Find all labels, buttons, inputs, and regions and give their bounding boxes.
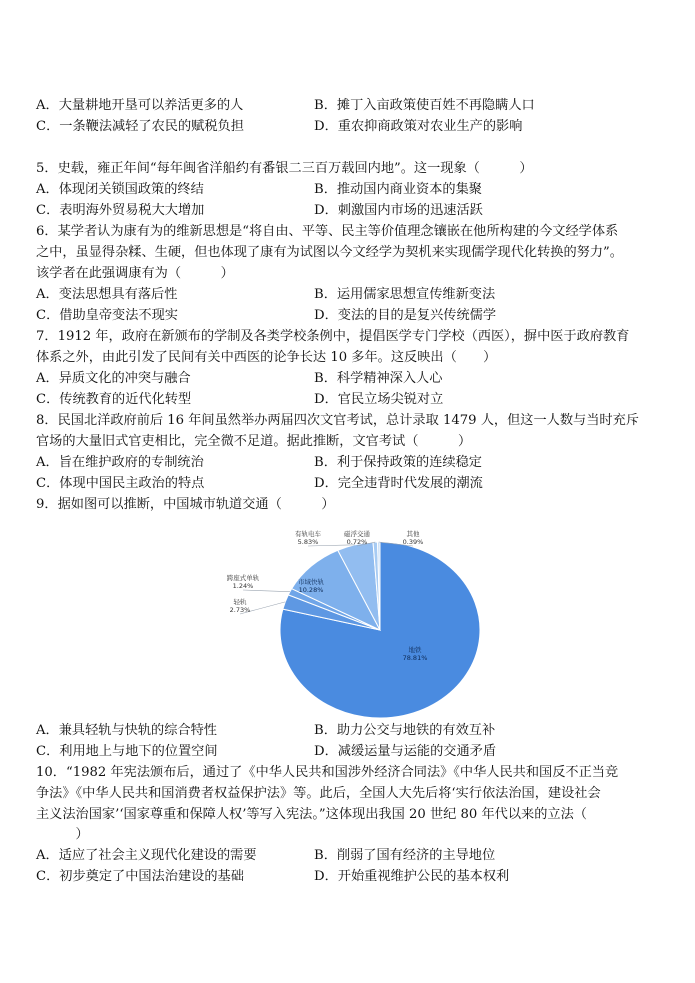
pie-value-label: 10.28% bbox=[298, 586, 324, 594]
q5-option-b: B．推动国内商业资本的集聚 bbox=[314, 182, 482, 197]
q5-option-d: D．刺激国内市场的迅速活跃 bbox=[314, 203, 483, 218]
q7-option-a: A．异质文化的冲突与融合 bbox=[36, 371, 191, 386]
pie-slices bbox=[280, 542, 480, 718]
q10-stem-line3: 主义法治国家’‘国家尊重和保障人权’等写入宪法。”这体现出我国 20 世纪 80 年代以来的立法（ bbox=[36, 807, 587, 822]
q5-stem: 5．史载，雍正年间“每年闽省洋船约有番银二三百万载回内地”。这一现象（ ） bbox=[36, 161, 533, 176]
pie-category-label: 其他 bbox=[406, 530, 420, 538]
q8-option-b: B．利于保持政策的连续稳定 bbox=[314, 455, 482, 470]
q4-option-b: B．摊丁入亩政策使百姓不再隐瞒人口 bbox=[314, 98, 535, 113]
q10-stem-line4: ） bbox=[36, 827, 89, 842]
pie-category-label: 有轨电车 bbox=[295, 530, 321, 538]
pie-value-label: 5.83% bbox=[297, 538, 319, 546]
q9-stem: 9．据如图可以推断，中国城市轨道交通（ ） bbox=[36, 497, 335, 512]
q8-option-a: A．旨在维护政府的专制统治 bbox=[36, 455, 204, 470]
q10-option-c: C．初步奠定了中国法治建设的基础 bbox=[36, 869, 244, 884]
q5-option-a: A．体现闭关锁国政策的终结 bbox=[36, 182, 204, 197]
q6-option-c: C．借助皇帝变法不现实 bbox=[36, 308, 178, 323]
q8-option-d: D．完全违背时代发展的潮流 bbox=[314, 476, 483, 491]
q9-option-b: B．助力公交与地铁的有效互补 bbox=[314, 723, 496, 738]
pie-value-label: 78.81% bbox=[402, 654, 428, 662]
q10-option-b: B．削弱了国有经济的主导地位 bbox=[314, 848, 496, 863]
pie-leader-line bbox=[243, 590, 290, 592]
q7-option-c: C．传统教育的近代化转型 bbox=[36, 392, 192, 407]
pie-category-label: 市域快轨 bbox=[298, 578, 324, 586]
pie-category-label: 跨座式单轨 bbox=[226, 574, 260, 582]
pie-value-label: 0.72% bbox=[346, 538, 368, 546]
q6-option-b: B．运用儒家思想宣传维新变法 bbox=[314, 287, 496, 302]
q6-option-d: D．变法的目的是复兴传统儒学 bbox=[314, 308, 497, 323]
pie-category-label: 轻轨 bbox=[233, 598, 247, 606]
q9-option-c: C．利用地上与地下的位置空间 bbox=[36, 744, 218, 759]
q8-stem-line1: 8．民国北洋政府前后 16 年间虽然举办两届四次文官考试，总计录取 1479 人，但这一人数与当时充斥 bbox=[36, 413, 639, 428]
q8-option-c: C．体现中国民主政治的特点 bbox=[36, 476, 205, 491]
q4-option-c: C．一条鞭法减轻了农民的赋税负担 bbox=[36, 119, 244, 134]
q8-stem-line2: 官场的大量旧式官吏相比，完全微不足道。据此推断，文官考试（ ） bbox=[36, 434, 472, 449]
pie-value-label: 1.24% bbox=[232, 582, 254, 590]
q6-stem-line2: 之中，虽显得杂糅、生硬，但也体现了康有为试图以今文经学为契机来实现儒学现代化转换的努力”。 bbox=[36, 245, 623, 260]
q4-option-a: A．大量耕地开垦可以养活更多的人 bbox=[36, 98, 244, 113]
pie-category-label: 地铁 bbox=[408, 646, 422, 654]
q7-option-d: D．官民立场尖锐对立 bbox=[314, 392, 444, 407]
q10-option-a: A．适应了社会主义现代化建设的需要 bbox=[36, 848, 257, 863]
q7-option-b: B．科学精神深入人心 bbox=[314, 371, 443, 386]
q7-stem-line2: 体系之外，由此引发了民间有关中西医的论争长达 10 多年。这反映出（ ） bbox=[36, 350, 497, 365]
q5-option-c: C．表明海外贸易税大大增加 bbox=[36, 203, 205, 218]
q9-option-d: D．减缓运量与运能的交通矛盾 bbox=[314, 744, 497, 759]
pie-value-label: 2.73% bbox=[229, 606, 251, 614]
q6-stem-line3: 该学者在此强调康有为（ ） bbox=[36, 266, 234, 281]
pie-value-label: 0.39% bbox=[402, 538, 424, 546]
q6-option-a: A．变法思想具有落后性 bbox=[36, 287, 178, 302]
q9-option-a: A．兼具轻轨与快轨的综合特性 bbox=[36, 723, 217, 738]
pie-category-label: 磁浮交通 bbox=[344, 530, 370, 538]
q6-stem-line1: 6．某学者认为康有为的维新思想是“将自由、平等、民主等价值理念镶嵌在他所构建的今文经学体系 bbox=[36, 224, 619, 239]
q10-stem-line2: 争法》《中华人民共和国消费者权益保护法》等。此后，全国人大先后将‘实行依法治国，建设社会 bbox=[36, 786, 601, 801]
rail-transit-pie-chart bbox=[215, 520, 485, 720]
q10-option-d: D．开始重视维护公民的基本权利 bbox=[314, 869, 510, 884]
q10-stem-line1: 10．“1982 年宪法颁布后，通过了《中华人民共和国涉外经济合同法》《中华人民共和国反不正当竞 bbox=[36, 765, 619, 780]
q4-option-d: D．重农抑商政策对农业生产的影响 bbox=[314, 119, 523, 134]
q7-stem-line1: 7．1912 年，政府在新颁布的学制及各类学校条例中，提倡医学专门学校（西医），摒中医于政府教育 bbox=[36, 329, 630, 344]
